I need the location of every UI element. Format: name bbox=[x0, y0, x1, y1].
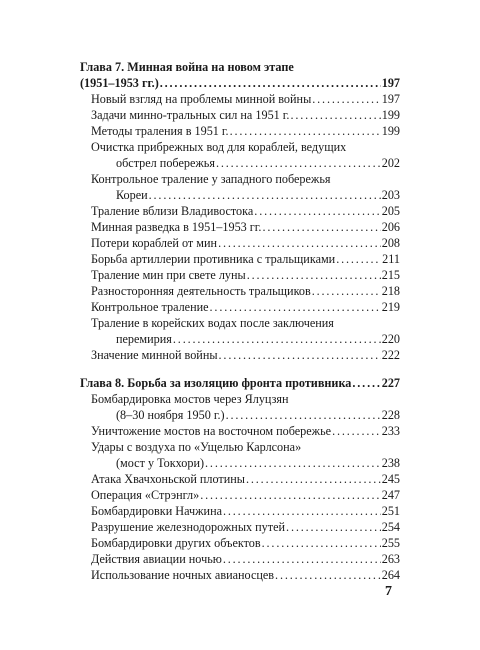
toc-entry-line bbox=[80, 283, 400, 299]
toc-entry-page: 219 bbox=[381, 300, 400, 314]
toc-entry-line bbox=[80, 187, 400, 203]
toc-entry-title: Бомбардировки других объектов bbox=[91, 536, 261, 550]
leader-dots bbox=[336, 251, 381, 267]
toc-entry bbox=[80, 203, 400, 219]
toc-entry bbox=[80, 267, 400, 283]
toc-entry bbox=[80, 519, 400, 535]
toc-entry-line bbox=[80, 203, 400, 219]
toc-entry-page: 208 bbox=[381, 236, 400, 250]
leader-dots bbox=[312, 91, 380, 107]
toc-entry bbox=[80, 299, 400, 315]
toc-entry-line bbox=[80, 91, 400, 107]
toc-entry-line bbox=[80, 107, 400, 123]
toc-entry-line bbox=[80, 439, 400, 455]
chapter-title-years: (1951–1953 гг.) bbox=[80, 76, 159, 90]
toc-entry bbox=[80, 139, 400, 171]
table-of-contents bbox=[80, 59, 400, 583]
leader-dots bbox=[216, 155, 381, 171]
toc-entry bbox=[80, 503, 400, 519]
toc-entry-page: 254 bbox=[381, 520, 400, 534]
toc-entry-page: 206 bbox=[381, 220, 400, 234]
toc-entry-page: 220 bbox=[381, 332, 400, 346]
toc-entry-title: Задачи минно-тральных сил на 1951 г. bbox=[91, 108, 290, 122]
toc-entry-line bbox=[80, 407, 400, 423]
leader-dots bbox=[275, 567, 381, 583]
leader-dots bbox=[262, 219, 380, 235]
toc-entry bbox=[80, 487, 400, 503]
toc-entry bbox=[80, 235, 400, 251]
leader-dots bbox=[205, 455, 381, 471]
toc-entry-line bbox=[80, 171, 400, 187]
toc-entry-title: Уничтожение мостов на восточном побережье bbox=[91, 424, 332, 438]
chapter-page: 197 bbox=[381, 76, 400, 90]
toc-entry-page: 247 bbox=[381, 488, 400, 502]
toc-entry bbox=[80, 251, 400, 267]
chapter-gap bbox=[80, 363, 400, 375]
toc-entry-page: 218 bbox=[381, 284, 400, 298]
toc-entry bbox=[80, 567, 400, 583]
toc-entry-line bbox=[80, 219, 400, 235]
toc-entry-line bbox=[80, 503, 400, 519]
toc-entry-title: (мост у Токхори) bbox=[116, 456, 205, 470]
toc-entry-line bbox=[80, 535, 400, 551]
toc-entry-title: Новый взгляд на проблемы минной войны bbox=[91, 92, 312, 106]
toc-entry-title: Траление мин при свете луны bbox=[91, 268, 246, 282]
toc-entry bbox=[80, 423, 400, 439]
leader-dots bbox=[223, 551, 381, 567]
toc-entry bbox=[80, 123, 400, 139]
toc-entry bbox=[80, 347, 400, 363]
leader-dots bbox=[226, 407, 381, 423]
toc-entry-title: Разносторонняя деятельность тральщиков bbox=[91, 284, 311, 298]
toc-entry-page: 202 bbox=[381, 156, 400, 170]
toc-entry-page: 211 bbox=[382, 252, 400, 266]
chapter-title: Глава 8. Борьба за изоляцию фронта противника bbox=[80, 376, 352, 390]
page-number: 7 bbox=[385, 584, 392, 599]
toc-entry-title: Очистка прибрежных вод для кораблей, ведущих bbox=[91, 140, 347, 154]
leader-dots bbox=[160, 75, 381, 91]
toc-entry-page: 199 bbox=[381, 108, 400, 122]
toc-entry-line bbox=[80, 455, 400, 471]
leader-dots bbox=[210, 299, 381, 315]
toc-entry-line bbox=[80, 267, 400, 283]
toc-entry-line bbox=[80, 519, 400, 535]
toc-entry bbox=[80, 471, 400, 487]
toc-entry-line bbox=[80, 155, 400, 171]
toc-entry-line bbox=[80, 331, 400, 347]
leader-dots bbox=[262, 535, 381, 551]
toc-entry-title: Траление в корейских водах после заключения bbox=[91, 316, 334, 330]
leader-dots bbox=[173, 331, 381, 347]
toc-entry-page: 199 bbox=[381, 124, 400, 138]
leader-dots bbox=[230, 123, 381, 139]
toc-entry-line bbox=[80, 471, 400, 487]
toc-entry-page: 203 bbox=[381, 188, 400, 202]
leader-dots bbox=[149, 187, 381, 203]
toc-entry-page: 263 bbox=[381, 552, 400, 566]
toc-entry bbox=[80, 551, 400, 567]
toc-entry-title: Траление вблизи Владивостока bbox=[91, 204, 254, 218]
chapter-8-entries bbox=[80, 391, 400, 583]
toc-entry-line bbox=[80, 139, 400, 155]
chapter-title-line bbox=[80, 59, 400, 75]
toc-entry-title: (8–30 ноября 1950 г.) bbox=[116, 408, 225, 422]
toc-entry-title: Операция «Стрэнгл» bbox=[91, 488, 200, 502]
toc-entry-line bbox=[80, 567, 400, 583]
toc-entry bbox=[80, 107, 400, 123]
toc-entry-title: Потери кораблей от мин bbox=[91, 236, 218, 250]
toc-entry-title: Удары с воздуха по «Ущелью Карлсона» bbox=[91, 440, 302, 454]
toc-entry-page: 255 bbox=[381, 536, 400, 550]
toc-entry-line bbox=[80, 551, 400, 567]
chapter-title-line bbox=[80, 375, 400, 391]
toc-entry-title: Борьба артиллерии противника с тральщиками bbox=[91, 252, 336, 266]
leader-dots bbox=[246, 471, 381, 487]
toc-entry-line bbox=[80, 235, 400, 251]
leader-dots bbox=[223, 503, 381, 519]
toc-entry-line bbox=[80, 315, 400, 331]
leader-dots bbox=[218, 235, 381, 251]
leader-dots bbox=[352, 375, 380, 391]
toc-entry bbox=[80, 283, 400, 299]
toc-entry bbox=[80, 315, 400, 347]
chapter-7-entries bbox=[80, 91, 400, 363]
chapter-title-line bbox=[80, 75, 400, 91]
leader-dots bbox=[290, 107, 380, 123]
toc-entry-title: Контрольное траление у западного побережья bbox=[91, 172, 331, 186]
toc-entry-page: 245 bbox=[381, 472, 400, 486]
toc-entry bbox=[80, 91, 400, 107]
toc-entry-title: Кореи bbox=[116, 188, 148, 202]
toc-entry-page: 233 bbox=[381, 424, 400, 438]
toc-entry-page: 222 bbox=[381, 348, 400, 362]
toc-entry-page: 251 bbox=[381, 504, 400, 518]
toc-entry-title: Действия авиации ночью bbox=[91, 552, 222, 566]
leader-dots bbox=[332, 423, 381, 439]
toc-entry-page: 228 bbox=[381, 408, 400, 422]
leader-dots bbox=[254, 203, 380, 219]
toc-entry bbox=[80, 391, 400, 423]
chapter-page: 227 bbox=[381, 376, 400, 390]
toc-entry bbox=[80, 535, 400, 551]
toc-entry-line bbox=[80, 251, 400, 267]
toc-entry-title: Использование ночных авианосцев bbox=[91, 568, 275, 582]
leader-dots bbox=[312, 283, 381, 299]
toc-entry-page: 215 bbox=[381, 268, 400, 282]
toc-entry-line bbox=[80, 123, 400, 139]
toc-entry-page: 238 bbox=[381, 456, 400, 470]
toc-entry-title: обстрел побережья bbox=[116, 156, 215, 170]
leader-dots bbox=[286, 519, 381, 535]
toc-entry-title: Атака Хвачхоньской плотины bbox=[91, 472, 245, 486]
toc-entry-line bbox=[80, 487, 400, 503]
toc-entry-page: 264 bbox=[381, 568, 400, 582]
toc-entry bbox=[80, 171, 400, 203]
chapter-8-heading bbox=[80, 375, 400, 391]
toc-entry-title: Бомбардировка мостов через Ялуцзян bbox=[91, 392, 289, 406]
toc-entry-line bbox=[80, 299, 400, 315]
toc-entry-title: Бомбардировки Начжина bbox=[91, 504, 222, 518]
leader-dots bbox=[247, 267, 381, 283]
toc-entry-line bbox=[80, 391, 400, 407]
toc-entry-title: Контрольное траление bbox=[91, 300, 209, 314]
leader-dots bbox=[200, 487, 381, 503]
toc-entry-title: перемирия bbox=[116, 332, 172, 346]
toc-entry bbox=[80, 219, 400, 235]
toc-entry-title: Разрушение железнодорожных путей bbox=[91, 520, 286, 534]
toc-entry-line bbox=[80, 423, 400, 439]
chapter-7-heading bbox=[80, 59, 400, 91]
toc-entry-title: Значение минной войны bbox=[91, 348, 218, 362]
leader-dots bbox=[219, 347, 381, 363]
toc-entry bbox=[80, 439, 400, 471]
toc-entry-page: 205 bbox=[381, 204, 400, 218]
chapter-title: Глава 7. Минная война на новом этапе bbox=[80, 60, 294, 74]
toc-entry-page: 197 bbox=[381, 92, 400, 106]
toc-entry-title: Методы траления в 1951 г. bbox=[91, 124, 229, 138]
toc-entry-line bbox=[80, 347, 400, 363]
toc-entry-title: Минная разведка в 1951–1953 гг. bbox=[91, 220, 262, 234]
